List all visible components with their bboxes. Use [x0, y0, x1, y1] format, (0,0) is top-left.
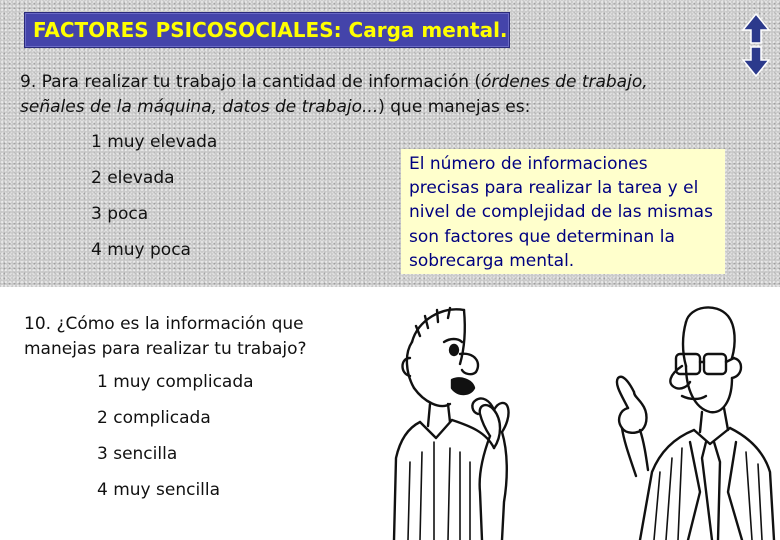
q9-option-3[interactable]: 3 poca — [91, 204, 149, 224]
nav-up-button[interactable] — [740, 12, 772, 45]
q10-option-4[interactable]: 4 muy sencilla — [97, 480, 221, 500]
question-9-prefix: 9. Para realizar tu trabajo la cantidad de información ( — [20, 72, 482, 92]
q9-option-2[interactable]: 2 elevada — [91, 168, 175, 188]
q10-option-2[interactable]: 2 complicada — [97, 408, 211, 428]
q9-option-4[interactable]: 4 muy poca — [91, 240, 191, 260]
arrow-down-icon — [740, 45, 772, 78]
question-9-text — [20, 70, 660, 120]
question-10-options — [97, 364, 254, 508]
info-box: El número de informaciones precisas para realizar la tarea y el nivel de complejidad de las mismas son factores que determinan la sobrecarga mental. — [401, 149, 725, 274]
question-9-italic: órdenes de trabajo, señales de la máquina, datos de trabajo... — [20, 72, 648, 117]
title-banner — [24, 12, 510, 48]
two-men-talking-illustration — [390, 292, 780, 540]
question-9-options — [91, 124, 217, 268]
q10-option-1[interactable]: 1 muy complicada — [97, 372, 254, 392]
nav-arrows — [740, 12, 772, 78]
q10-option-3[interactable]: 3 sencilla — [97, 444, 178, 464]
page-title: FACTORES PSICOSOCIALES: Carga mental. — [33, 18, 508, 42]
question-10-text: 10. ¿Cómo es la información que manejas para realizar tu trabajo? — [24, 314, 307, 359]
nav-down-button[interactable] — [740, 45, 772, 78]
question-9-suffix: ) que manejas es: — [378, 97, 531, 117]
q9-option-1[interactable]: 1 muy elevada — [91, 132, 218, 152]
arrow-up-icon — [740, 12, 772, 45]
